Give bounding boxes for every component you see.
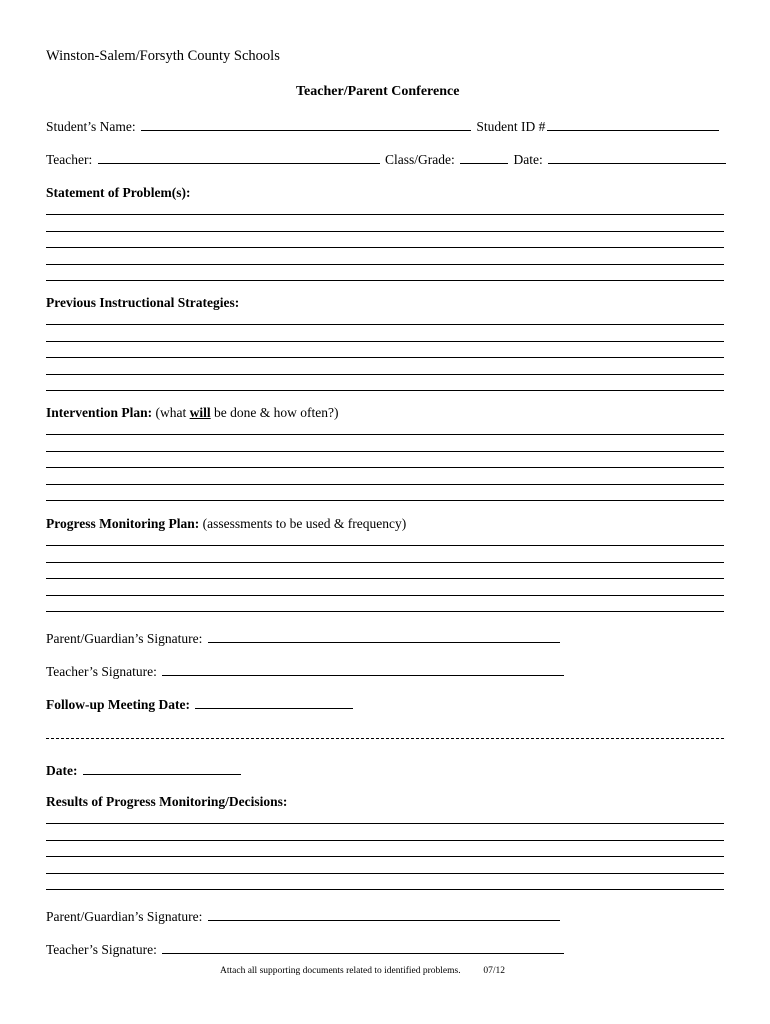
footer-version: 07/12 bbox=[483, 966, 505, 976]
results-line[interactable] bbox=[46, 840, 724, 841]
followup-date-row bbox=[46, 762, 243, 779]
teacher-signature-field[interactable] bbox=[162, 941, 564, 954]
previous-line[interactable] bbox=[46, 374, 724, 375]
teacher-signature-row bbox=[46, 663, 566, 680]
statement-heading: Statement of Problem(s): bbox=[46, 185, 191, 200]
previous-line[interactable] bbox=[46, 341, 724, 342]
statement-line[interactable] bbox=[46, 280, 724, 281]
previous-line[interactable] bbox=[46, 357, 724, 358]
progress-line[interactable] bbox=[46, 578, 724, 579]
parent-signature-field[interactable] bbox=[208, 630, 560, 643]
teacher-signature-row-2 bbox=[46, 941, 566, 958]
student-name-label: Student’s Name: bbox=[46, 119, 136, 134]
previous-line[interactable] bbox=[46, 390, 724, 391]
progress-line[interactable] bbox=[46, 562, 724, 563]
student-id-field[interactable] bbox=[547, 118, 719, 131]
results-line[interactable] bbox=[46, 873, 724, 874]
results-line[interactable] bbox=[46, 856, 724, 857]
date-field[interactable] bbox=[548, 151, 726, 164]
intervention-heading-row bbox=[46, 405, 338, 421]
cut-divider bbox=[46, 738, 724, 739]
class-grade-label: Class/Grade: bbox=[385, 152, 455, 167]
teacher-signature-label: Teacher’s Signature: bbox=[46, 942, 157, 957]
teacher-signature-label: Teacher’s Signature: bbox=[46, 664, 157, 679]
results-line[interactable] bbox=[46, 889, 724, 890]
class-grade-field[interactable] bbox=[460, 151, 508, 164]
footer bbox=[220, 966, 505, 976]
progress-heading: Progress Monitoring Plan: bbox=[46, 516, 200, 531]
intervention-line[interactable] bbox=[46, 451, 724, 452]
progress-hint: (assessments to be used & frequency) bbox=[202, 516, 407, 531]
teacher-row bbox=[46, 151, 728, 168]
progress-line[interactable] bbox=[46, 595, 724, 596]
parent-signature-row-2 bbox=[46, 908, 562, 925]
followup-date-field[interactable] bbox=[195, 696, 353, 709]
student-name-field[interactable] bbox=[141, 118, 471, 131]
student-name-row bbox=[46, 118, 721, 135]
intervention-line[interactable] bbox=[46, 500, 724, 501]
progress-heading-row bbox=[46, 516, 406, 532]
statement-line[interactable] bbox=[46, 214, 724, 215]
progress-line[interactable] bbox=[46, 545, 724, 546]
district-name: Winston-Salem/Forsyth County Schools bbox=[46, 48, 280, 64]
form-title: Teacher/Parent Conference bbox=[296, 84, 460, 99]
intervention-hint-emphasis: will bbox=[189, 405, 211, 420]
intervention-hint-post: be done & how often?) bbox=[214, 405, 339, 420]
intervention-heading: Intervention Plan: bbox=[46, 405, 153, 420]
progress-line[interactable] bbox=[46, 611, 724, 612]
results-line[interactable] bbox=[46, 823, 724, 824]
statement-line[interactable] bbox=[46, 247, 724, 248]
followup-label: Follow-up Meeting Date: bbox=[46, 697, 190, 712]
intervention-line[interactable] bbox=[46, 434, 724, 435]
date-label: Date: bbox=[513, 152, 543, 167]
student-id-label: Student ID # bbox=[476, 119, 546, 134]
teacher-signature-field[interactable] bbox=[162, 663, 564, 676]
parent-signature-label: Parent/Guardian’s Signature: bbox=[46, 909, 203, 924]
results-heading: Results of Progress Monitoring/Decisions: bbox=[46, 794, 288, 809]
intervention-hint-pre: (what bbox=[155, 405, 187, 420]
intervention-line[interactable] bbox=[46, 484, 724, 485]
statement-line[interactable] bbox=[46, 231, 724, 232]
intervention-line[interactable] bbox=[46, 467, 724, 468]
footer-note: Attach all supporting documents related to identified problems. bbox=[220, 966, 461, 976]
previous-heading: Previous Instructional Strategies: bbox=[46, 295, 240, 310]
date2-label: Date: bbox=[46, 763, 78, 778]
parent-signature-label: Parent/Guardian’s Signature: bbox=[46, 631, 203, 646]
previous-line[interactable] bbox=[46, 324, 724, 325]
statement-line[interactable] bbox=[46, 264, 724, 265]
teacher-label: Teacher: bbox=[46, 152, 93, 167]
parent-signature-field[interactable] bbox=[208, 908, 560, 921]
date2-field[interactable] bbox=[83, 762, 241, 775]
followup-row bbox=[46, 696, 355, 713]
parent-signature-row bbox=[46, 630, 562, 647]
teacher-field[interactable] bbox=[98, 151, 380, 164]
